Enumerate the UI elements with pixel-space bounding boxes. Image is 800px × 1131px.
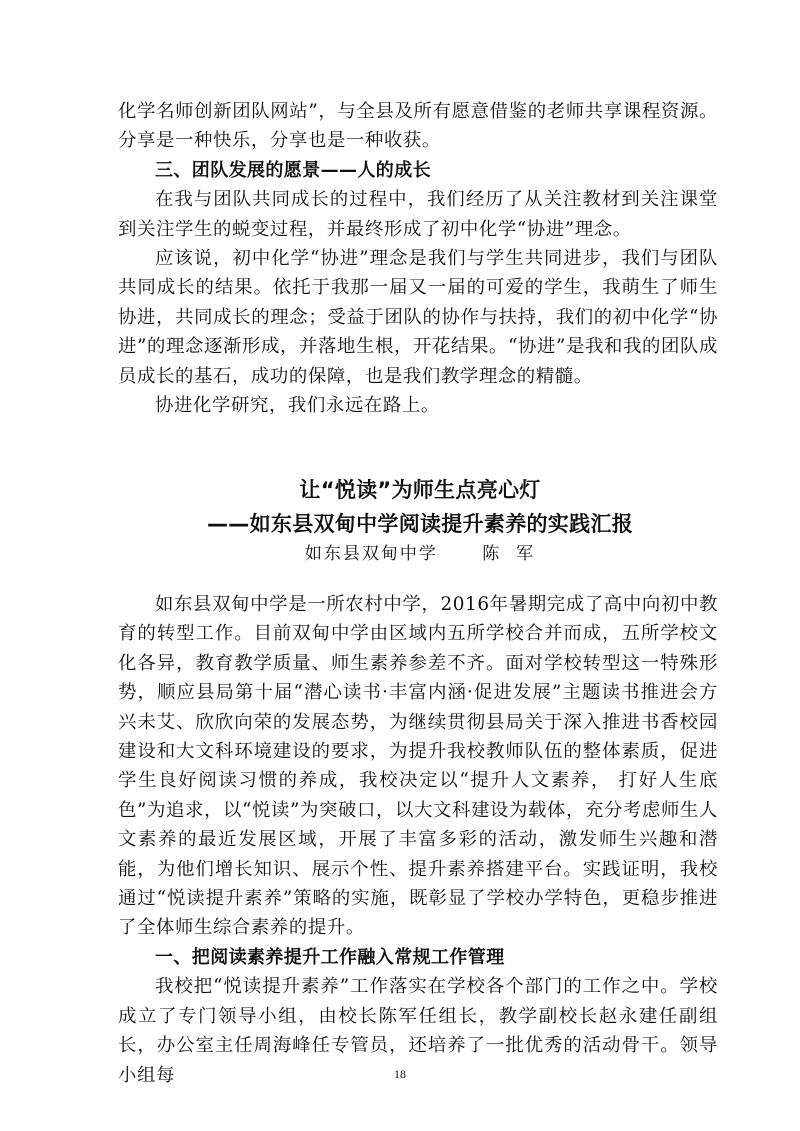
page-number: 18 bbox=[394, 1067, 406, 1081]
paragraph-continued: 化学名师创新团队网站”，与全县及所有愿意借鉴的老师共享课程资源。分享是一种快乐，分享也是一种收获。 bbox=[118, 101, 718, 152]
author-line: 如东县双甸中学 陈 军 bbox=[304, 544, 536, 564]
article-subtitle: ——如东县双甸中学阅读提升素养的实践汇报 bbox=[207, 512, 633, 536]
section-previous bbox=[118, 97, 718, 420]
section-heading-reading: 一、把阅读素养提升工作融入常规工作管理 bbox=[155, 946, 505, 968]
paragraph: 在我与团队共同成长的过程中，我们经历了从关注教材到关注课堂到关注学生的蜕变过程，并最终形成了初中化学“协进”理念。 bbox=[118, 189, 718, 240]
article-body bbox=[118, 590, 718, 1090]
paragraph: 协进化学研究，我们永远在路上。 bbox=[155, 395, 440, 417]
paragraph: 我校把“悦读提升素养”工作落实在学校各个部门的工作之中。学校成立了专门领导小组，由校长陈军任组长，教学副校长赵永建任副组长，办公室主任周海峰任专管员，还培养了一批优秀的活动骨干。领导小组每 bbox=[118, 976, 718, 1086]
section-heading-vision: 三、团队发展的愿景——人的成长 bbox=[155, 159, 431, 181]
paragraph: 如东县双甸中学是一所农村中学，2016年暑期完成了高中向初中教育的转型工作。目前双甸中学由区域内五所学校合并而成，五所学校文化各异，教育教学质量、师生素养参差不齐。面对学校转型这一特殊形势，顺应县局第十届“潜心读书·丰富内涵·促进发展”主题读书推进会方兴未艾、欣欣向荣的发展态势，为继续贯彻县局关于深入推进书香校园建设和大文科环境建设的要求，为提升我校教师队伍的整体素质，促进学生良好阅读习惯的养成，我校决定以“提升人文素养， 打好人生底色”为追求，以“悦读”为突破口，以大文科建设为载体，充分考虑师生人文素养的最近发展区域，开展了丰富多彩的活动，激发师生兴趣和潜能，为他们增长知识、展示个性、提升素养搭建平台。实践证明，我校通过“悦读提升素养”策略的实施，既彰显了学校办学特色，更稳步推进了全体师生综合素养的提升。 bbox=[118, 594, 718, 939]
paragraph: 应该说，初中化学“协进”理念是我们与学生共同进步，我们与团队共同成长的结果。依托于我那一届又一届的可爱的学生，我萌生了师生协进，共同成长的理念；受益于团队的协作与扶持，我们的初中化学“协进”的理念逐渐形成，并落地生根，开花结果。“协进”是我和我的团队成员成长的基石，成功的保障，也是我们教学理念的精髓。 bbox=[118, 248, 718, 387]
article-title: 让“悦读”为师生点亮心灯 bbox=[299, 478, 541, 502]
